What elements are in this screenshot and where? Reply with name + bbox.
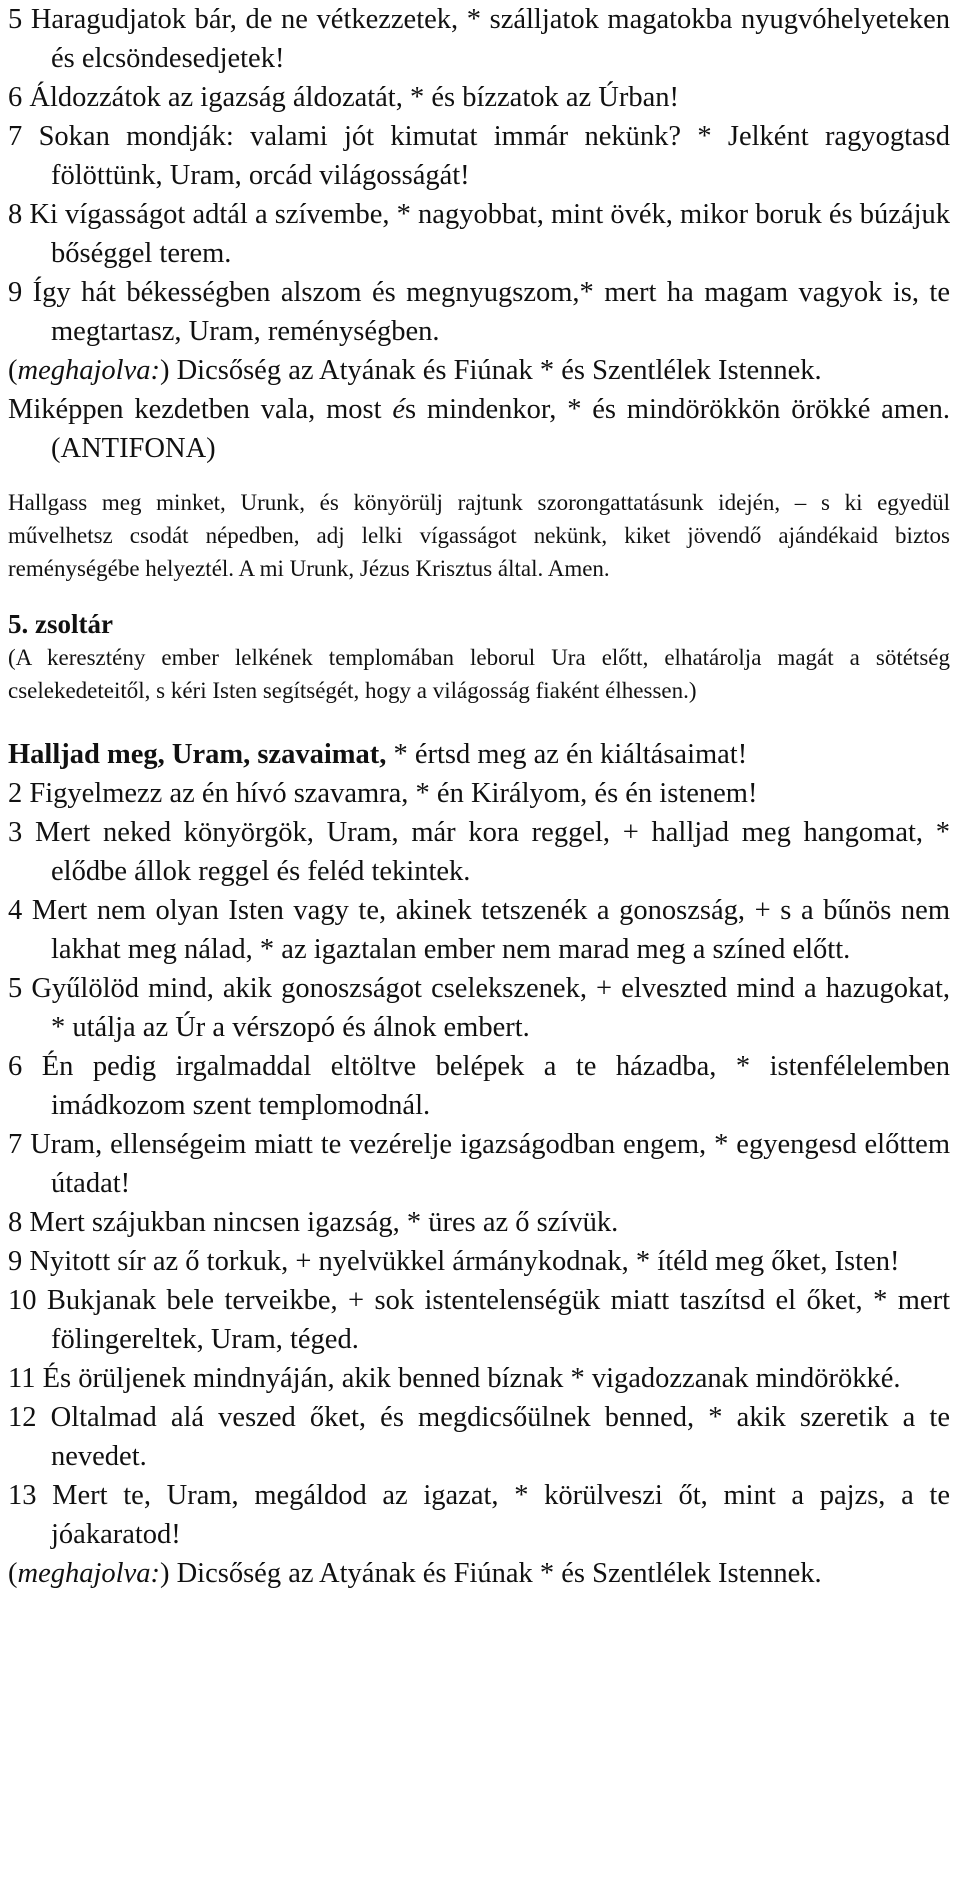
psalm-5-title: 5. zsoltár <box>8 609 113 639</box>
closing-prayer: Hallgass meg minket, Urunk, és könyörülj rajtunk szorongattatásunk idején, – s ki egyedül művelhetsz csodát népedben, adj lelki vígasságot nekünk, kiket jövendő ajándékaid biztos reménységébe helyeztél. A mi Urunk, Jézus Krisztus által. Amen. <box>8 490 950 581</box>
psalm5-verse-9: 9 Nyitott sír az ő torkuk, + nyelvükkel ármánykodnak, * ítéld meg őket, Isten! <box>8 1246 900 1277</box>
psalm5-verse-2: 2 Figyelmezz az én hívó szavamra, * én Királyom, és én istenem! <box>8 778 758 809</box>
psalm4-verse-5: 5 Haragudjatok bár, de ne vétkezzetek, * szálljatok magatokba nyugvóhelyeteken és elcsöndesedjetek! <box>8 4 950 74</box>
psalm5-verse-3: 3 Mert neked könyörgök, Uram, már kora reggel, + halljad meg hangomat, * elődbe állok reggel és feléd tekintek. <box>8 817 950 887</box>
psalm-5-intro: (A keresztény ember lelkének templomában leborul Ura előtt, elhatárolja magát a sötétség cselekedeteitől, s kéri Isten segítségét, hogy a világosság fiaként élhessen.) <box>8 645 950 703</box>
psalm4-verse-9: 9 Így hát békességben alszom és megnyugszom,* mert ha magam vagyok is, te megtartasz, Uram, reménységben. <box>8 277 950 347</box>
doxology-2-text-1: Dicsőség az Atyának és Fiúnak * és Szentlélek Istennek. <box>169 1558 822 1589</box>
psalm5-verse-8: 8 Mert szájukban nincsen igazság, * üres az ő szívük. <box>8 1207 619 1238</box>
psalm5-verse-7: 7 Uram, ellenségeim miatt te vezérelje igazságodban engem, * egyengesd előttem útadat! <box>8 1129 950 1199</box>
psalm5-incipit: Halljad meg, Uram, szavaimat, <box>8 739 387 770</box>
doxology-text-1: Dicsőség az Atyának és Fiúnak * és Szentlélek Istennek. <box>169 355 822 386</box>
bow-rubric-2: (meghajolva:) <box>8 1558 170 1589</box>
psalm5-verse-11: 11 És örüljenek mindnyáján, akik benned bíznak * vigadozzanak mindörökké. <box>8 1363 901 1394</box>
bow-rubric: (meghajolva:) <box>8 355 170 386</box>
psalm4-verse-6: 6 Áldozzátok az igazság áldozatát, * és bízzatok az Úrban! <box>8 82 680 113</box>
doxology-text-2e: é <box>392 394 406 425</box>
psalm4-verse-8: 8 Ki vígasságot adtál a szívembe, * nagyobbat, mint övék, mikor boruk és búzájuk bőséggel terem. <box>8 199 950 269</box>
doxology-text-2a: Miképpen kezdetben vala, most <box>8 394 393 425</box>
psalm5-verse-4: 4 Mert nem olyan Isten vagy te, akinek tetszenék a gonoszság, + s a bűnös nem lakhat meg nálad, * az igaztalan ember nem marad meg a színed előtt. <box>8 895 950 965</box>
psalm5-verse-5: 5 Gyűlölöd mind, akik gonoszságot cselekszenek, + elveszted mind a hazugokat, * utálja az Úr a vérszopó és álnok embert. <box>8 973 950 1043</box>
psalm5-verse-13: 13 Mert te, Uram, megáldod az igazat, * körülveszi őt, mint a pajzs, a te jóakaratod! <box>8 1480 950 1550</box>
doxology-line-1 <box>8 351 950 390</box>
psalm5-verse-1-rest: * értsd meg az én kiáltásaimat! <box>386 739 748 770</box>
psalm5-verse-10: 10 Bukjanak bele terveikbe, + sok istentelenségük miatt taszítsd el őket, * mert fölingereltek, Uram, téged. <box>8 1285 950 1355</box>
doxology-text-2b: s mindenkor, * és mindörökkön örökké amen. (ANTIFONA) <box>51 394 950 464</box>
psalm5-verse-6: 6 Én pedig irgalmaddal eltöltve belépek a te házadba, * istenfélelemben imádkozom szent templomodnál. <box>8 1051 950 1121</box>
psalm5-verse-1 <box>8 735 950 774</box>
psalm5-verse-12: 12 Oltalmad alá veszed őket, és megdicsőülnek benned, * akik szeretik a te nevedet. <box>8 1402 950 1472</box>
psalm4-verse-7: 7 Sokan mondják: valami jót kimutat immár nekünk? * Jelként ragyogtasd fölöttünk, Uram, orcád világosságát! <box>8 121 950 191</box>
doxology-line-2 <box>8 390 950 468</box>
doxology-2-line-1 <box>8 1554 950 1593</box>
